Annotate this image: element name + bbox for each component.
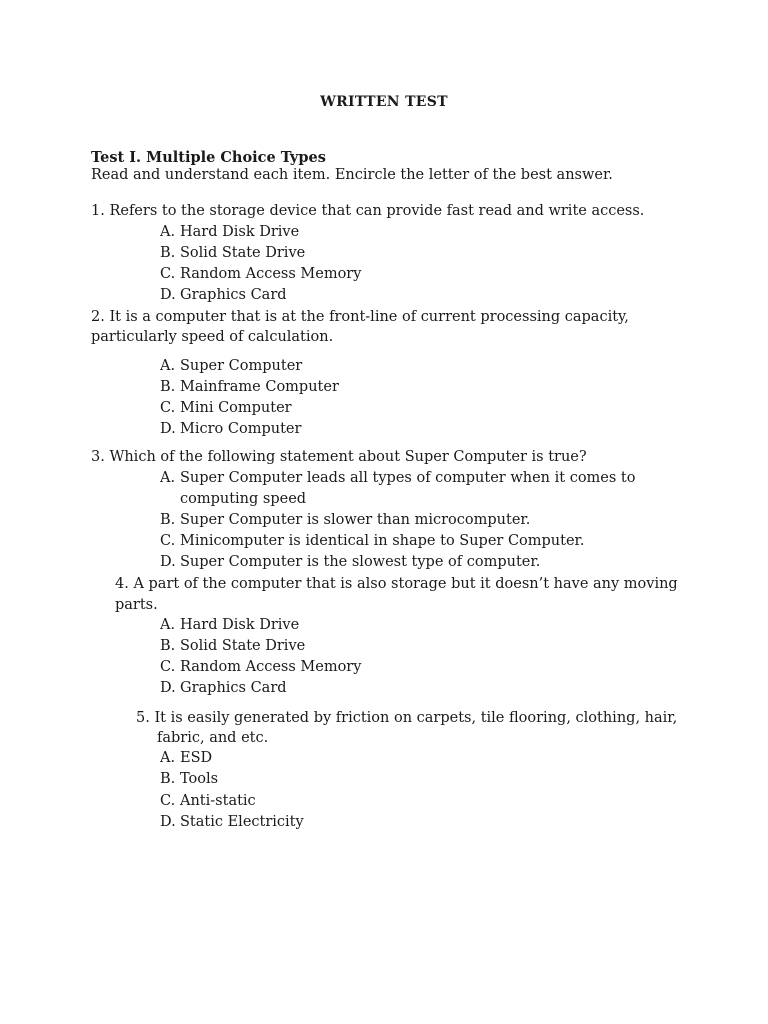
page-title: WRITTEN TEST [320, 94, 448, 110]
question-text: 2. It is a computer that is at the front-line of current processing capacity, [91, 309, 629, 325]
option-letter: D. [160, 554, 176, 570]
option-c [160, 398, 292, 418]
option-letter: D. [160, 421, 176, 437]
option-b [160, 377, 339, 397]
option-a [160, 748, 212, 768]
option-letter: B. [160, 512, 176, 528]
option-letter: B. [160, 638, 176, 654]
option-letter: D. [160, 680, 176, 696]
option-text: Graphics Card [180, 680, 287, 696]
option-a [160, 356, 302, 376]
option-d [160, 678, 287, 698]
option-text: Hard Disk Drive [180, 224, 300, 240]
option-letter: A. [160, 617, 176, 633]
question-text-cont: fabric, and etc. [157, 730, 269, 746]
option-b [160, 243, 305, 263]
question-text: 1. Refers to the storage device that can provide fast read and write access. [91, 203, 645, 219]
option-letter: C. [160, 266, 176, 282]
option-b [160, 510, 530, 530]
option-d [160, 419, 301, 439]
option-d [160, 552, 540, 572]
option-c [160, 657, 361, 677]
option-a-cont: computing speed [180, 491, 307, 507]
question-text: 4. A part of the computer that is also storage but it doesn’t have any moving [115, 576, 678, 592]
option-letter: A. [160, 358, 176, 374]
option-text: Super Computer [180, 358, 303, 374]
option-text: Super Computer is slower than microcomputer. [180, 512, 531, 528]
question-text: 5. It is easily generated by friction on carpets, tile flooring, clothing, hair, [136, 710, 678, 726]
option-letter: C. [160, 793, 176, 809]
option-c [160, 264, 361, 284]
option-text: Random Access Memory [180, 659, 362, 675]
question-text-cont: particularly speed of calculation. [91, 329, 334, 345]
option-c [160, 531, 585, 551]
option-c [160, 791, 256, 811]
option-b [160, 769, 218, 789]
question-text-cont: parts. [115, 597, 158, 613]
option-text: Minicomputer is identical in shape to Super Computer. [180, 533, 585, 549]
option-letter: D. [160, 287, 176, 303]
option-text: Hard Disk Drive [180, 617, 300, 633]
option-text: Random Access Memory [180, 266, 362, 282]
option-letter: D. [160, 814, 176, 830]
option-text: Solid State Drive [180, 245, 306, 261]
option-text: Super Computer is the slowest type of computer. [180, 554, 541, 570]
option-text: Static Electricity [180, 814, 304, 830]
option-text: Mainframe Computer [180, 379, 339, 395]
option-letter: A. [160, 470, 176, 486]
option-letter: C. [160, 400, 176, 416]
option-text: ESD [180, 750, 213, 766]
option-letter: A. [160, 750, 176, 766]
option-letter: C. [160, 659, 176, 675]
option-letter: B. [160, 245, 176, 261]
question-text: 3. Which of the following statement about Super Computer is true? [91, 449, 587, 465]
option-a [160, 615, 299, 635]
option-text: Anti-static [180, 793, 256, 809]
option-letter: C. [160, 533, 176, 549]
option-letter: B. [160, 379, 176, 395]
option-text: Super Computer leads all types of computer when it comes to [180, 470, 636, 486]
test-instruction: Read and understand each item. Encircle the letter of the best answer. [91, 167, 613, 183]
option-letter: B. [160, 771, 176, 787]
option-d [160, 812, 304, 832]
option-letter: A. [160, 224, 176, 240]
option-text: Mini Computer [180, 400, 292, 416]
option-a [160, 468, 636, 488]
option-a [160, 222, 299, 242]
option-d [160, 285, 287, 305]
option-text: Solid State Drive [180, 638, 306, 654]
option-text: Micro Computer [180, 421, 302, 437]
option-text: Graphics Card [180, 287, 287, 303]
option-b [160, 636, 305, 656]
test-heading: Test I. Multiple Choice Types [91, 149, 326, 166]
option-text: Tools [180, 771, 219, 787]
